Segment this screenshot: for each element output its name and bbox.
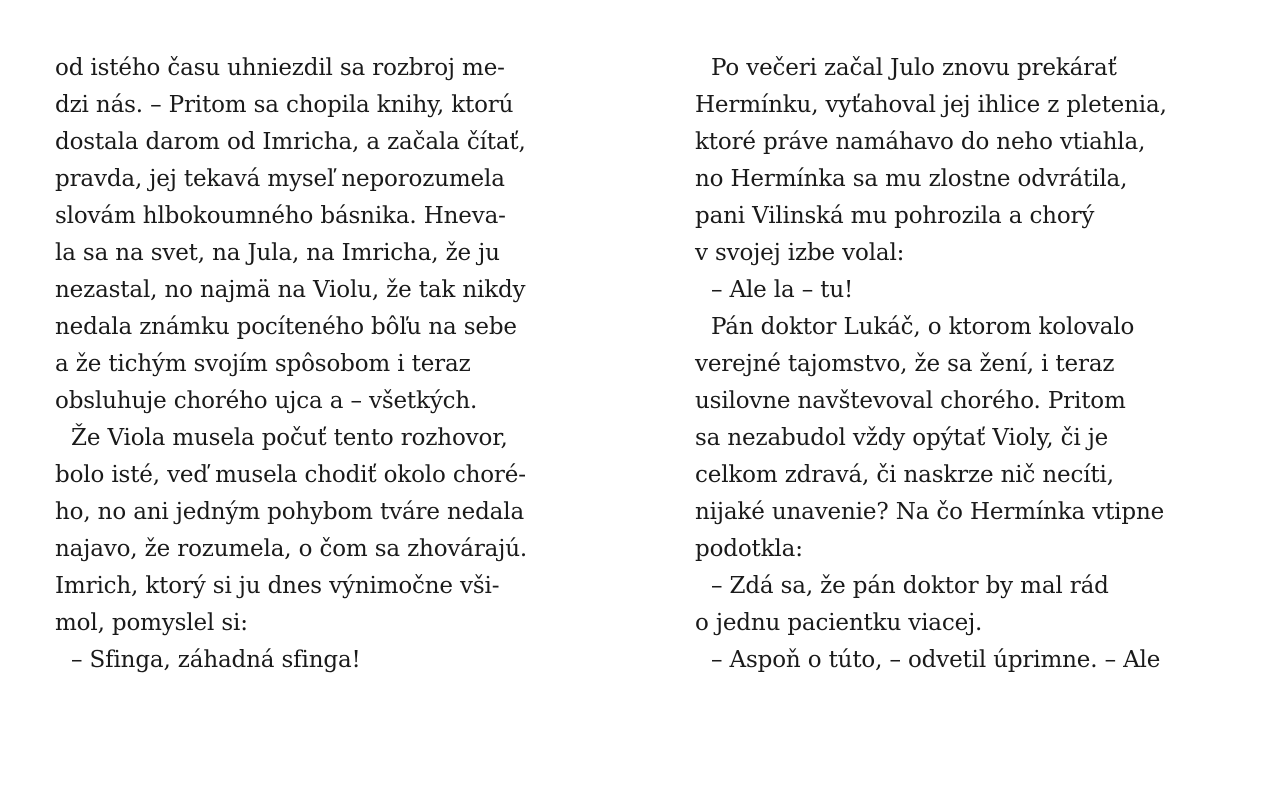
text-line: najavo, že rozumela, o čom sa zhovárajú. [55, 536, 528, 562]
text-line: Že Viola musela počuť tento rozhovor, [71, 425, 508, 451]
text-line: – Aspoň o túto, – odvetil úprimne. – Ale [711, 647, 1161, 673]
text-line: nedala známku pocíteného bôľu na sebe [55, 314, 517, 340]
text-line: v svojej izbe volal: [695, 240, 905, 266]
text-line: Hermínku, vyťahoval jej ihlice z pletenia, [695, 92, 1167, 118]
text-line: ho, no ani jedným pohybom tváre nedala [55, 499, 525, 525]
text-line: nijaké unavenie? Na čo Hermínka vtipne [695, 499, 1165, 525]
text-line: bolo isté, veď musela chodiť okolo choré- [55, 462, 526, 488]
text-line: od istého času uhniezdil sa rozbroj me- [55, 55, 505, 81]
text-line: mol, pomyslel si: [55, 610, 248, 636]
text-line: – Zdá sa, že pán doktor by mal rád [711, 573, 1109, 599]
text-line: dostala darom od Imricha, a začala čítať, [55, 129, 526, 155]
text-line: Imrich, ktorý si ju dnes výnimočne vši- [55, 573, 500, 599]
text-line: obsluhuje chorého ujca a – všetkých. [55, 388, 478, 414]
text-line: pravda, jej tekavá myseľ neporozumela [55, 166, 505, 192]
text-line: Pán doktor Lukáč, o ktorom kolovalo [711, 314, 1135, 340]
text-line: dzi nás. – Pritom sa chopila knihy, ktorú [55, 92, 514, 118]
text-line: usilovne navštevoval chorého. Pritom [695, 388, 1126, 414]
text-line: o jednu pacientku viacej. [695, 610, 983, 636]
left-page [55, 50, 615, 679]
text-line: sa nezabudol vždy opýtať Violy, či je [695, 425, 1109, 451]
right-page [695, 50, 1255, 679]
text-line: celkom zdravá, či naskrze nič necíti, [695, 462, 1114, 488]
text-line: la sa na svet, na Jula, na Imricha, že ju [55, 240, 500, 266]
text-line: Po večeri začal Julo znovu prekárať [711, 55, 1117, 81]
text-line: verejné tajomstvo, že sa žení, i teraz [695, 351, 1115, 377]
text-line: – Sfinga, záhadná sfinga! [71, 647, 361, 673]
text-line: podotkla: [695, 536, 803, 562]
text-line: pani Vilinská mu pohrozila a chorý [695, 203, 1095, 229]
text-line: – Ale la – tu! [711, 277, 854, 303]
text-line: slovám hlbokoumného básnika. Hneva- [55, 203, 506, 229]
text-line: ktoré práve namáhavo do neho vtiahla, [695, 129, 1146, 155]
text-line: nezastal, no najmä na Violu, že tak nikdy [55, 277, 526, 303]
text-line: a že tichým svojím spôsobom i teraz [55, 351, 471, 377]
text-line: no Hermínka sa mu zlostne odvrátila, [695, 166, 1128, 192]
